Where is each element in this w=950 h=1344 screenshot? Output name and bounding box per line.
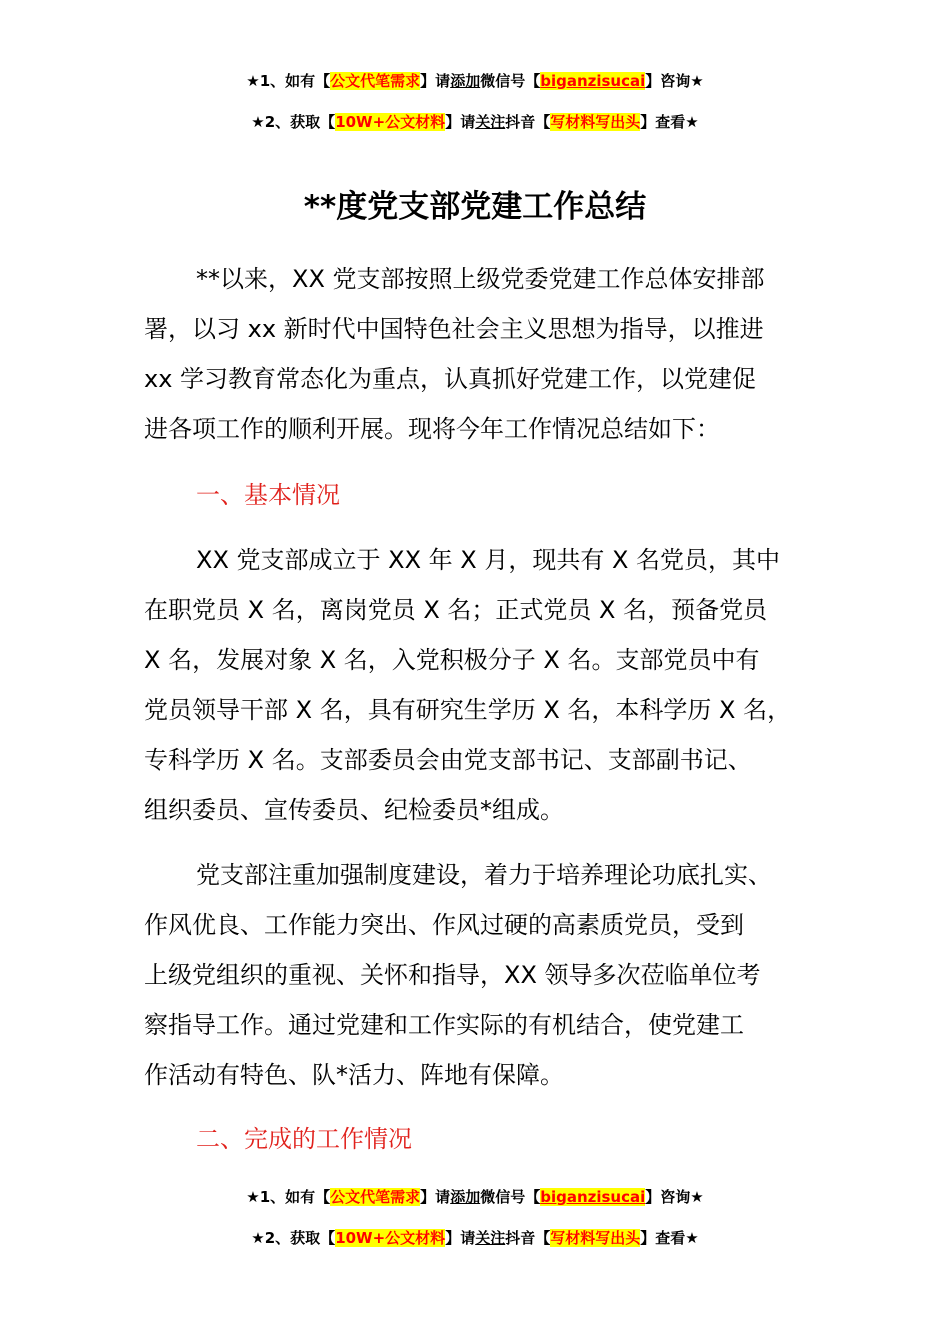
- promo-highlight: 公文代笔需求: [330, 72, 421, 90]
- intro-paragraph: [144, 254, 834, 454]
- promo-text: 微信号【: [480, 1188, 541, 1206]
- promo-text: 】请: [420, 1188, 451, 1206]
- promo-highlight: 10W+公文材料: [335, 1229, 446, 1247]
- promo-text: 抖音【: [505, 113, 551, 131]
- text-line: 署，以习 xx 新时代中国特色社会主义思想为指导，以推进: [144, 315, 764, 343]
- promo-text: ★1、如有【: [246, 72, 331, 90]
- promo-text: 】查看★: [640, 113, 699, 131]
- text-line: 上级党组织的重视、关怀和指导，XX 领导多次莅临单位考: [144, 961, 761, 989]
- promo-highlight: 10W+公文材料: [335, 113, 446, 131]
- promo-text: 抖音【: [505, 1229, 551, 1247]
- text-line: 作活动有特色、队*活力、阵地有保障。: [144, 1061, 564, 1089]
- text-line: **以来，XX 党支部按照上级党委党建工作总体安排部: [196, 265, 765, 293]
- promo-text: 】请: [445, 1229, 476, 1247]
- section1-paragraph-2: [144, 850, 834, 1100]
- promo-line-1-bottom: [0, 1186, 950, 1208]
- section-heading-completed-work: 二、完成的工作情况: [196, 1125, 412, 1153]
- text-line: xx 学习教育常态化为重点，认真抓好党建工作，以党建促: [144, 365, 757, 393]
- promo-text: 微信号【: [480, 72, 541, 90]
- text-line: X 名，发展对象 X 名，入党积极分子 X 名。支部党员中有: [144, 646, 760, 674]
- text-line: 进各项工作的顺利开展。现将今年工作情况总结如下：: [144, 415, 720, 443]
- promo-line-2-top: [0, 111, 950, 133]
- promo-text: 】咨询★: [645, 72, 704, 90]
- promo-highlight: 写材料写出头: [550, 1229, 641, 1247]
- text-line: XX 党支部成立于 XX 年 X 月，现共有 X 名党员，其中: [196, 546, 781, 574]
- promo-underlined: 添加: [450, 1188, 481, 1206]
- promo-text: 】咨询★: [645, 1188, 704, 1206]
- promo-text: 】查看★: [640, 1229, 699, 1247]
- promo-line-1-top: [0, 70, 950, 92]
- promo-text: ★1、如有【: [246, 1188, 331, 1206]
- section-heading-basic-info: 一、基本情况: [196, 481, 340, 509]
- promo-text: ★2、获取【: [251, 1229, 336, 1247]
- text-line: 作风优良、工作能力突出、作风过硬的高素质党员，受到: [144, 911, 744, 939]
- promo-highlight: 公文代笔需求: [330, 1188, 421, 1206]
- text-line: 党员领导干部 X 名，具有研究生学历 X 名，本科学历 X 名，: [144, 696, 792, 724]
- promo-underlined: 添加: [450, 72, 481, 90]
- promo-text: ★2、获取【: [251, 113, 336, 131]
- text-line: 察指导工作。通过党建和工作实际的有机结合，使党建工: [144, 1011, 744, 1039]
- document-title: **度党支部党建工作总结: [303, 189, 647, 225]
- text-line: 组织委员、宣传委员、纪检委员*组成。: [144, 796, 564, 824]
- promo-underlined: 关注: [475, 1229, 506, 1247]
- promo-highlight: 写材料写出头: [550, 113, 641, 131]
- promo-underlined: 关注: [475, 113, 506, 131]
- section1-paragraph-1: [144, 535, 834, 835]
- promo-text: 】请: [445, 113, 476, 131]
- promo-text: 】请: [420, 72, 451, 90]
- promo-wechat-id: biganzisucai: [540, 72, 646, 90]
- text-line: 专科学历 X 名。支部委员会由党支部书记、支部副书记、: [144, 746, 752, 774]
- text-line: 在职党员 X 名，离岗党员 X 名；正式党员 X 名，预备党员: [144, 596, 768, 624]
- text-line: 党支部注重加强制度建设，着力于培养理论功底扎实、: [196, 861, 772, 889]
- promo-wechat-id: biganzisucai: [540, 1188, 646, 1206]
- promo-line-2-bottom: [0, 1227, 950, 1249]
